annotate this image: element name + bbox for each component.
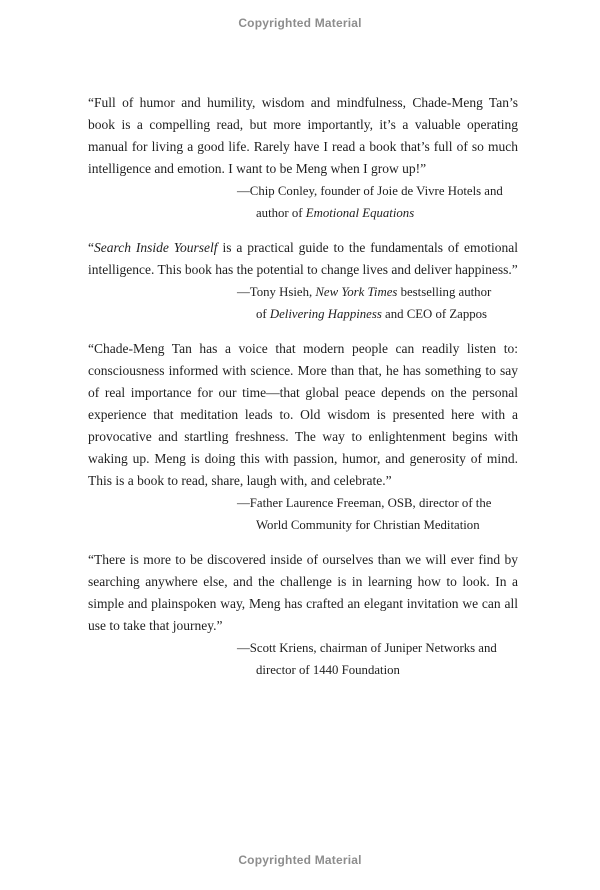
- quote-text: “Chade-Meng Tan has a voice that modern people can readily listen to: consciousness informed with science. More than that, he has something to say of real importance for our time—that global peace depends on the personal experience that meditation leads to. Old wisdom is presented here with a provocative and startling freshness. The way to enlightenment begins with waking up. Meng is doing this with passion, humor, and generosity of mind. This is a book to read, share, laugh with, and celebrate.”: [88, 341, 518, 488]
- quote-attribution: [88, 281, 518, 325]
- quote-attribution: [88, 492, 518, 536]
- attribution-line: —Tony Hsieh, New York Times bestselling author: [237, 285, 492, 299]
- praise-quotes-section: [88, 92, 518, 694]
- quote-text: “There is more to be discovered inside of ourselves than we will ever find by searching anywhere else, and the challenge is in learning how to look. In a simple and plainspoken way, Meng has crafted an elegant invitation we can all use to take that journey.”: [88, 552, 518, 633]
- quote-attribution: [88, 637, 518, 681]
- quote-block: [88, 92, 518, 224]
- attribution-line: of Delivering Happiness and CEO of Zappos: [256, 307, 488, 321]
- attribution-line: —Scott Kriens, chairman of Juniper Networks and: [237, 641, 497, 655]
- attribution-line: author of Emotional Equations: [256, 206, 415, 220]
- copyright-notice-bottom: Copyrighted Material: [238, 853, 362, 867]
- attribution-line: World Community for Christian Meditation: [256, 518, 480, 532]
- quote-block: [88, 338, 518, 536]
- attribution-line: director of 1440 Foundation: [256, 663, 400, 677]
- quote-block: [88, 549, 518, 681]
- copyright-notice-top: Copyrighted Material: [238, 16, 362, 30]
- attribution-line: —Chip Conley, founder of Joie de Vivre Hotels and: [237, 184, 503, 198]
- quote-text: “Full of humor and humility, wisdom and mindfulness, Chade-Meng Tan’s book is a compelling read, but more importantly, it’s a valuable operating manual for living a good life. Rarely have I read a book that’s full of so much intelligence and emotion. I want to be Meng when I grow up!”: [88, 95, 518, 176]
- quote-attribution: [88, 180, 518, 224]
- quote-block: [88, 237, 518, 325]
- quote-text: “Search Inside Yourself is a practical guide to the fundamentals of emotional intelligence. This book has the potential to change lives and deliver happiness.”: [88, 240, 518, 277]
- attribution-line: —Father Laurence Freeman, OSB, director of the: [237, 496, 492, 510]
